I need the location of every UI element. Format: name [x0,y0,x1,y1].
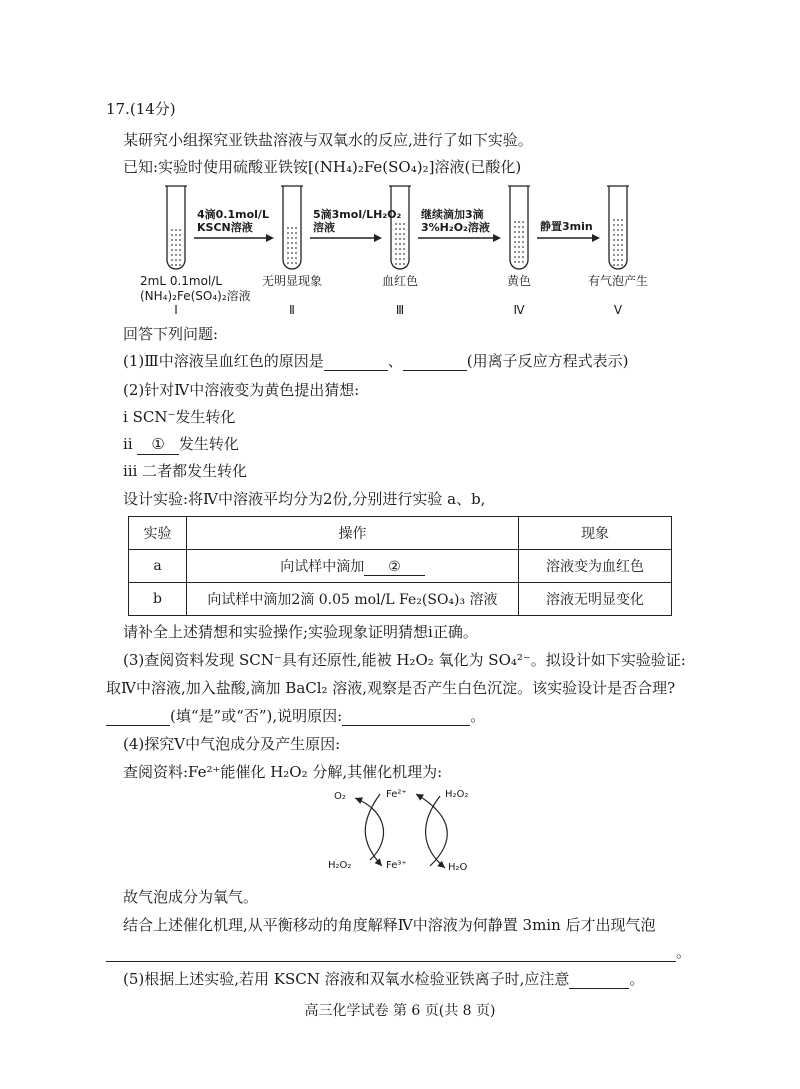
q4-text: (4)探究Ⅴ中气泡成分及产生原因: [123,735,341,753]
tube-roman-3: Ⅲ [395,303,405,317]
q1-blank-1[interactable] [324,354,388,371]
q3-line-3 [106,706,485,726]
q5-line [123,969,644,989]
q4-end: 。 [676,943,692,961]
q3-blank-2[interactable] [342,709,470,726]
table-header: 操作 [187,517,519,550]
step-arrowhead [374,234,382,242]
q4-info: 查阅资料:Fe²⁺能催化 H₂O₂ 分解,其催化机理为: [123,763,443,781]
tube-roman-2: Ⅱ [289,303,295,317]
q1-line [123,351,628,371]
after-table-text: 请补全上述猜想和实验操作;实验现象证明猜想ⅰ正确。 [123,623,478,641]
step-arrowhead [493,234,501,242]
q3-mid: (填“是”或“否”),说明原因: [170,707,343,725]
arrow-label-line1: 5滴3mol/LH₂O₂ [313,208,402,221]
intro-text: 某研究小组探究亚铁盐溶液与双氧水的反应,进行了如下实验。 [123,131,533,149]
mechanism-arc-right [426,796,445,868]
mech-top-middle: Fe²⁺ [386,789,407,800]
tube-label-line1: 有气泡产生 [587,274,648,288]
guess-i: ⅰ SCN⁻发生转化 [123,408,236,426]
table-cell: 向试样中滴加2滴 0.05 mol/L Fe₂(SO₄)₃ 溶液 [187,583,519,616]
table-cell: a [129,550,187,583]
q2-text: (2)针对Ⅳ中溶液变为黄色提出猜想: [123,381,360,399]
arrow-label-3 [421,208,490,234]
q4-ask: 结合上述催化机理,从平衡移动的角度解释Ⅳ中溶液为何静置 3min 后才出现气泡 [123,916,656,934]
tube-label-5 [558,274,678,289]
arrow-label-line2: 3%H₂O₂溶液 [421,221,490,234]
q5-end: 。 [629,970,645,988]
mech-bottom-middle: Fe³⁺ [386,860,407,871]
tube-label-2 [232,274,352,289]
step-arrowhead [266,234,274,242]
table-row [129,583,672,616]
q1-blank-2[interactable] [403,354,467,371]
experiment-table [128,516,672,616]
mechanism-arc-middle-2 [416,794,447,866]
guess-ii-prefix: ⅱ [123,435,133,453]
q5-blank[interactable] [569,972,629,989]
arrow-label-4 [540,220,593,233]
q1-tail: (用离子反应方程式表示) [466,352,629,370]
mech-bottom-left: H₂O₂ [328,860,352,871]
arrow-label-line1: 4滴0.1mol/L [197,208,269,221]
design-text: 设计实验:将Ⅳ中溶液平均分为2份,分别进行实验 a、b, [123,490,486,508]
mech-top-right: H₂O₂ [445,789,469,800]
page-footer: 高三化学试卷 第 6 页(共 8 页) [304,1003,496,1019]
tube-label-3 [340,274,460,289]
arrow-label-line1: 继续滴加3滴 [421,208,484,221]
question-number: 17.(14分) [106,100,176,118]
q4-blank[interactable] [106,945,676,962]
q3-line-1: (3)查阅资料发现 SCN⁻具有还原性,能被 H₂O₂ 氧化为 SO₄²⁻。拟设计如下实验验证: [123,651,686,669]
guess-ii [123,434,239,455]
table-cell: 溶液无明显变化 [519,583,672,616]
arrow-label-2 [313,208,401,234]
known-text: 已知:实验时使用硫酸亚铁铵[(NH₄)₂Fe(SO₄)₂]溶液(已酸化) [123,158,522,176]
guess-ii-blank[interactable]: ① [137,434,178,455]
arrow-label-1 [197,208,269,234]
table-cell [187,550,519,583]
tube-roman-4: Ⅳ [513,303,525,317]
guess-iii: ⅲ 二者都发生转化 [123,462,248,480]
table-header-row [129,517,672,550]
answer-prompt: 回答下列问题: [123,325,219,343]
table-cell: b [129,583,187,616]
arrow-label-line1: 静置3min [540,220,593,233]
q4-conclusion: 故气泡成分为氧气。 [123,888,259,906]
tube-roman-5: Ⅴ [613,303,623,317]
q1-text: (1)Ⅲ中溶液呈血红色的原因是 [123,352,324,370]
guess-ii-suffix: 发生转化 [178,435,239,453]
q3-blank-1[interactable] [106,709,170,726]
test-tube-5 [609,186,627,269]
q3-line-2: 取Ⅳ中溶液,加入盐酸,滴加 BaCl₂ 溶液,观察是否产生白色沉淀。该实验设计是否合理? [106,679,676,697]
step-arrowhead [592,234,600,242]
mechanism-arc-left [355,798,384,860]
q5-text: (5)根据上述实验,若用 KSCN 溶液和双氧水检验亚铁离子时,应注意 [123,970,570,988]
mech-bottom-right: H₂O [448,862,468,873]
arrow-label-line2: KSCN溶液 [197,221,253,234]
table-row [129,550,672,583]
q3-end: 。 [470,707,486,725]
tube-label-line1: 无明显现象 [261,274,322,288]
table-header: 现象 [519,517,672,550]
q4-answer-line [106,942,691,962]
mech-top-left: O₂ [334,791,346,802]
tube-label-line1: 2mL 0.1mol/L [140,274,223,288]
op-blank[interactable]: ② [364,559,425,576]
tube-label-line1: 血红色 [381,274,418,288]
test-tube-1 [167,186,185,269]
table-header: 实验 [129,517,187,550]
tube-label-line2: (NH₄)₂Fe(SO₄)₂溶液 [140,289,251,303]
arrow-label-line2: 溶液 [313,221,335,234]
table-cell: 溶液变为血红色 [519,550,672,583]
tube-label-line1: 黄色 [506,274,531,288]
tube-roman-1: Ⅰ [174,303,178,317]
q1-sep: 、 [387,352,403,370]
op-prefix: 向试样中滴加 [280,559,365,575]
